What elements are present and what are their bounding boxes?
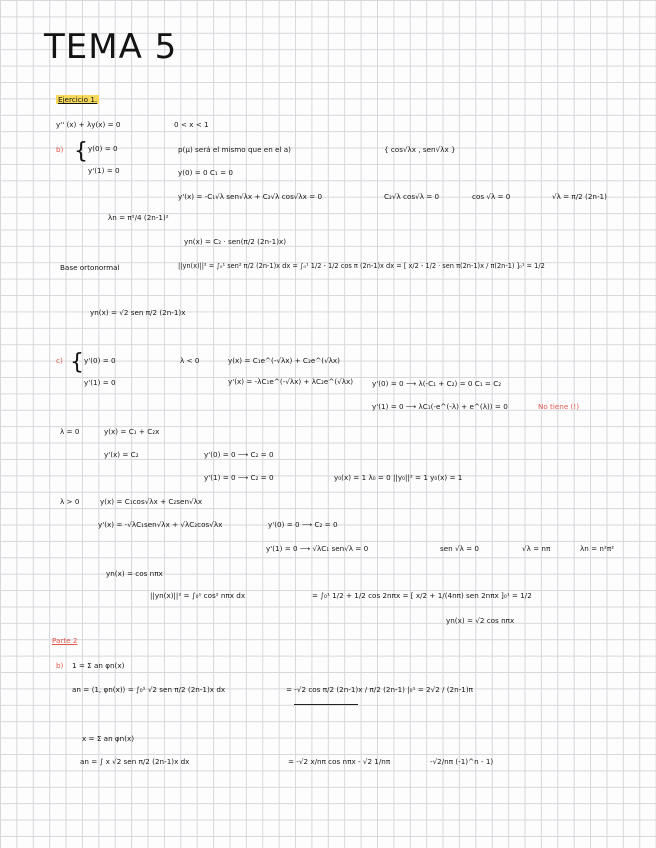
- section-note: Base ortonormal: [60, 263, 120, 272]
- coefficient-result: = -√2 x/nπ cos nπx - √2 1/nπ: [288, 757, 391, 766]
- part-b-label: b): [56, 661, 64, 670]
- eigen-root: √λ = nπ: [522, 544, 551, 553]
- coefficient-integral: an = ⟨1, φn(x)⟩ = ∫₀¹ √2 sen π/2 (2n-1)x dx: [72, 685, 226, 694]
- boundary-condition: y'(0) = 0: [84, 356, 116, 365]
- boundary-condition: y(0) = 0: [88, 144, 118, 153]
- eigenfunction-line: yn(x) = cos nπx: [106, 569, 163, 578]
- condition-result: y'(0) = 0 ⟶ C₂ = 0: [268, 520, 338, 529]
- norm-calculation: ||yn(x)||² = ∫₀¹ sen² π/2 (2n-1)x dx = ∫₀¹ 1/2 - 1/2 cos π (2n-1)x dx = [ x/2 - 1/2 · sen π(2n-1)x / π(2n-1) ]₀¹ = 1/2: [178, 262, 545, 270]
- general-solution: y(x) = C₁e^(-√λx) + C₂e^(√λx): [228, 356, 340, 365]
- case-label: λ > 0: [60, 497, 80, 506]
- system-brace: {: [74, 139, 88, 164]
- condition-result: y'(1) = 0 ⟶ C₂ = 0: [204, 473, 274, 482]
- derivative-line: y'(x) = -λC₁e^(-√λx) + λC₂e^(√λx): [228, 377, 354, 386]
- domain-interval: 0 < x < 1: [174, 120, 209, 129]
- condition-result: cos √λ = 0: [472, 192, 511, 201]
- series-expansion: 1 = Σ an φn(x): [72, 661, 125, 670]
- exercise-heading: Ejercicio 1.: [58, 95, 98, 104]
- norm-calculation: ||yn(x)||² = ∫₀¹ cos² nπx dx: [150, 591, 246, 600]
- no-solution-note: No tiene (!): [538, 402, 580, 411]
- part-b-label: b): [56, 145, 64, 154]
- eigenfunction-line: yn(x) = C₂ · sen(π/2 (2n-1)x): [184, 237, 287, 246]
- ode-equation: y'' (x) + λy(x) = 0: [56, 120, 121, 129]
- norm-calculation: = ∫₀¹ 1/2 + 1/2 cos 2nπx = [ x/2 + 1/(4nπ) sen 2nπx ]₀¹ = 1/2: [312, 591, 532, 600]
- condition-result: C₂√λ cos√λ = 0: [384, 192, 440, 201]
- general-solution: y(x) = C₁ + C₂x: [104, 427, 160, 436]
- part-2-heading: Parte 2: [52, 636, 78, 645]
- boundary-condition: y'(1) = 0: [84, 378, 116, 387]
- page-title: TEMA 5: [44, 27, 178, 67]
- general-solution: y(x) = C₁cos√λx + C₂sen√λx: [100, 497, 203, 506]
- condition-result: y'(0) = 0 ⟶ λ(-C₁ + C₂) = 0 C₁ = C₂: [372, 379, 502, 388]
- derivative-line: y'(x) = -C₁√λ sen√λx + C₂√λ cos√λx = 0: [178, 192, 323, 201]
- eigenvalue-line: λn = π²/4 (2n-1)²: [108, 213, 169, 222]
- coefficient-integral: an = ∫ x √2 sen π/2 (2n-1)x dx: [80, 757, 190, 766]
- boundary-condition: y'(1) = 0: [88, 166, 120, 175]
- condition-result: y'(0) = 0 ⟶ C₂ = 0: [204, 450, 274, 459]
- normalized-eigenfunction: yn(x) = √2 cos nπx: [446, 616, 515, 625]
- case-label: λ = 0: [60, 427, 80, 436]
- condition-result: y'(1) = 0 ⟶ λC₁(-e^(-λ) + e^(λ)) = 0: [372, 402, 508, 411]
- fraction-bar: [294, 704, 358, 705]
- system-brace: {: [70, 350, 84, 375]
- coefficient-result: -√2/nπ (-1)^n - 1): [430, 757, 494, 766]
- part-c-label: c): [56, 356, 63, 365]
- zero-mode-result: y₀(x) = 1 λ₀ = 0 ||y₀||² = 1 y₀(x) = 1: [334, 473, 463, 482]
- note-line: p(μ) será el mismo que en el a): [178, 145, 291, 154]
- series-expansion: x = Σ an φn(x): [82, 734, 135, 743]
- eigenvalue-line: λn = n²π²: [580, 544, 615, 553]
- case-label: λ < 0: [180, 356, 200, 365]
- condition-result: sen √λ = 0: [440, 544, 480, 553]
- basis-set: { cos√λx , sen√λx }: [384, 145, 456, 154]
- normalized-eigenfunction: yn(x) = √2 sen π/2 (2n-1)x: [90, 308, 186, 317]
- condition-result: y'(1) = 0 ⟶ √λC₁ sen√λ = 0: [266, 544, 369, 553]
- coefficient-result: = -√2 cos π/2 (2n-1)x / π/2 (2n-1) |₀¹ = 2√2 / (2n-1)π: [286, 685, 473, 694]
- eigen-root: √λ = π/2 (2n-1): [552, 192, 607, 201]
- derivative-line: y'(x) = -√λC₁sen√λx + √λC₂cos√λx: [98, 520, 223, 529]
- derivative-line: y'(x) = C₂: [104, 450, 139, 459]
- condition-result: y(0) = 0 C₁ = 0: [178, 168, 233, 177]
